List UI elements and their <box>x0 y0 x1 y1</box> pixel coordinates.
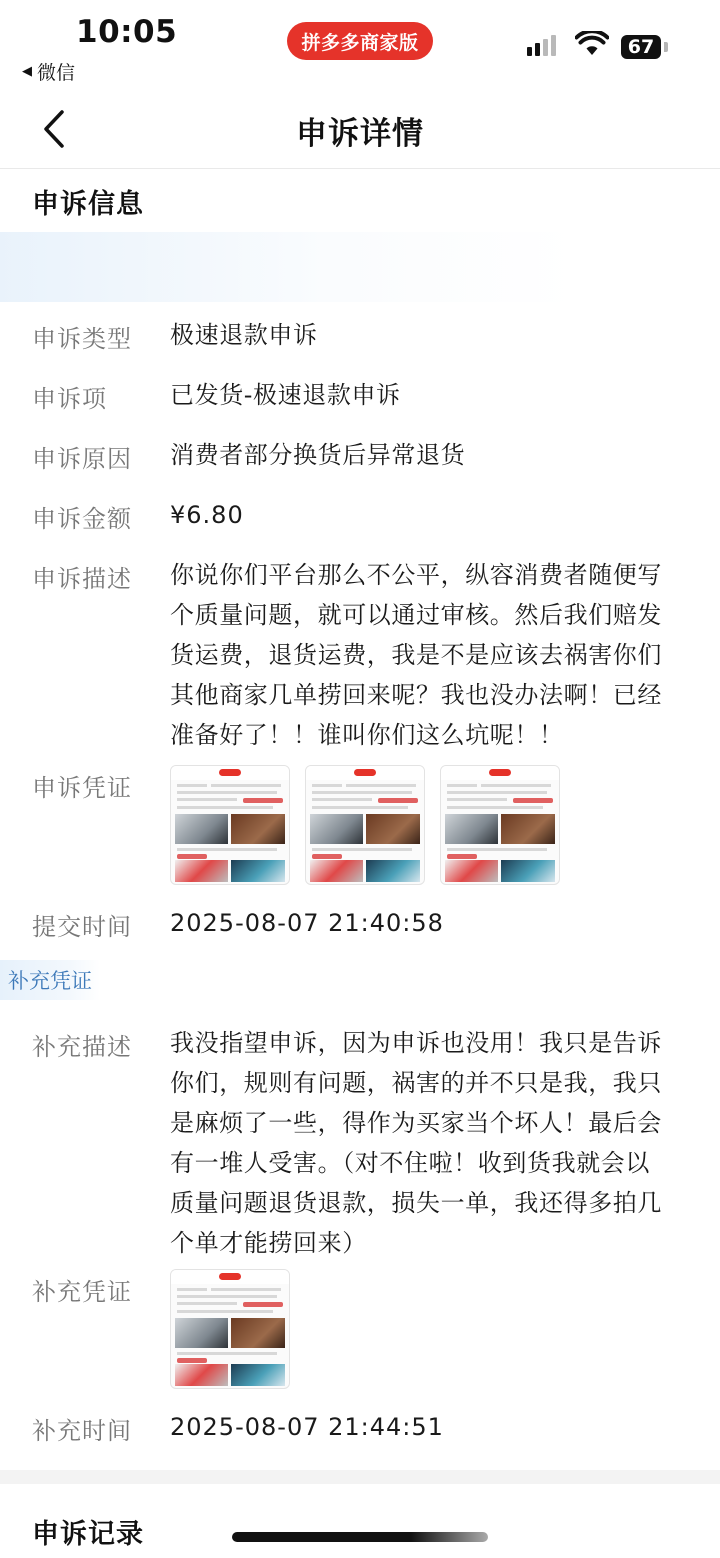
evidence-thumbnail[interactable] <box>170 765 290 885</box>
back-app-label: 微信 <box>37 62 76 84</box>
page-title: 申诉详情 <box>296 116 424 152</box>
description-line: 你说你们平台那么不公平，纵容消费者随便写 <box>170 561 662 589</box>
supplement-tag: 补充凭证 <box>0 960 100 1000</box>
section-title-appeal-info: 申诉信息 <box>32 189 144 220</box>
nav-bar <box>0 92 720 169</box>
supplement-thumbnails <box>170 1269 290 1389</box>
description-line: 准备好了！！谁叫你们这么坑呢！！ <box>170 721 564 749</box>
description-line: 货运费，退货运费，我是不是应该去祸害你们 <box>170 641 662 669</box>
description-line: 你们，规则有问题，祸害的并不只是我，我只 <box>170 1069 662 1097</box>
evidence-thumbnail[interactable] <box>305 765 425 885</box>
evidence-thumbnails <box>170 765 560 885</box>
cellular-signal-icon <box>527 35 556 56</box>
back-to-app-link[interactable] <box>22 58 75 85</box>
description-line: 个单才能捞回来） <box>170 1229 367 1257</box>
field-label: 提交时间 <box>32 913 132 941</box>
wifi-icon <box>575 31 609 57</box>
back-triangle-icon: ◀ <box>22 64 32 79</box>
evidence-thumbnail[interactable] <box>170 1269 290 1389</box>
description-line: 质量问题退货退款，损失一单，我还得多拍几 <box>170 1189 662 1217</box>
description-line: 其他商家几单捞回来呢？我也没办法啊！已经 <box>170 681 662 709</box>
section-divider <box>0 1470 720 1484</box>
field-label: 申诉类型 <box>32 325 132 353</box>
status-bar <box>0 0 720 92</box>
description-text <box>170 555 690 755</box>
amount-value: ¥6.80 <box>170 501 244 529</box>
field-value: 极速退款申诉 <box>170 321 318 349</box>
home-indicator <box>232 1532 488 1542</box>
description-line: 是麻烦了一些，得作为买家当个坏人！最后会 <box>170 1109 662 1137</box>
field-label: 申诉项 <box>32 385 107 413</box>
supplement-description-text <box>170 1023 690 1263</box>
description-line: 有一堆人受害。（对不住啦！收到货我就会以 <box>170 1149 650 1177</box>
section-title-appeal-records: 申诉记录 <box>32 1519 144 1550</box>
app-name-pill: 拼多多商家版 <box>287 22 433 60</box>
battery-icon: 67 <box>621 35 661 59</box>
description-line: 我没指望申诉，因为申诉也没用！我只是告诉 <box>170 1029 662 1057</box>
field-value: 已发货-极速退款申诉 <box>170 381 401 409</box>
description-line: 个质量问题，就可以通过审核。然后我们赔发 <box>170 601 662 629</box>
field-label: 申诉金额 <box>32 505 132 533</box>
field-label: 申诉描述 <box>32 565 132 593</box>
field-label: 补充凭证 <box>32 1278 132 1306</box>
blurred-overlay <box>0 232 720 302</box>
field-label: 申诉凭证 <box>32 774 132 802</box>
status-time: 10:05 <box>76 14 178 50</box>
evidence-thumbnail[interactable] <box>440 765 560 885</box>
field-label: 补充描述 <box>32 1033 132 1061</box>
field-label: 申诉原因 <box>32 445 132 473</box>
battery-nub <box>664 42 668 52</box>
field-label: 补充时间 <box>32 1417 132 1445</box>
supplement-time-value: 2025-08-07 21:44:51 <box>170 1413 444 1441</box>
field-value: 消费者部分换货后异常退货 <box>170 441 466 469</box>
submit-time-value: 2025-08-07 21:40:58 <box>170 909 444 937</box>
